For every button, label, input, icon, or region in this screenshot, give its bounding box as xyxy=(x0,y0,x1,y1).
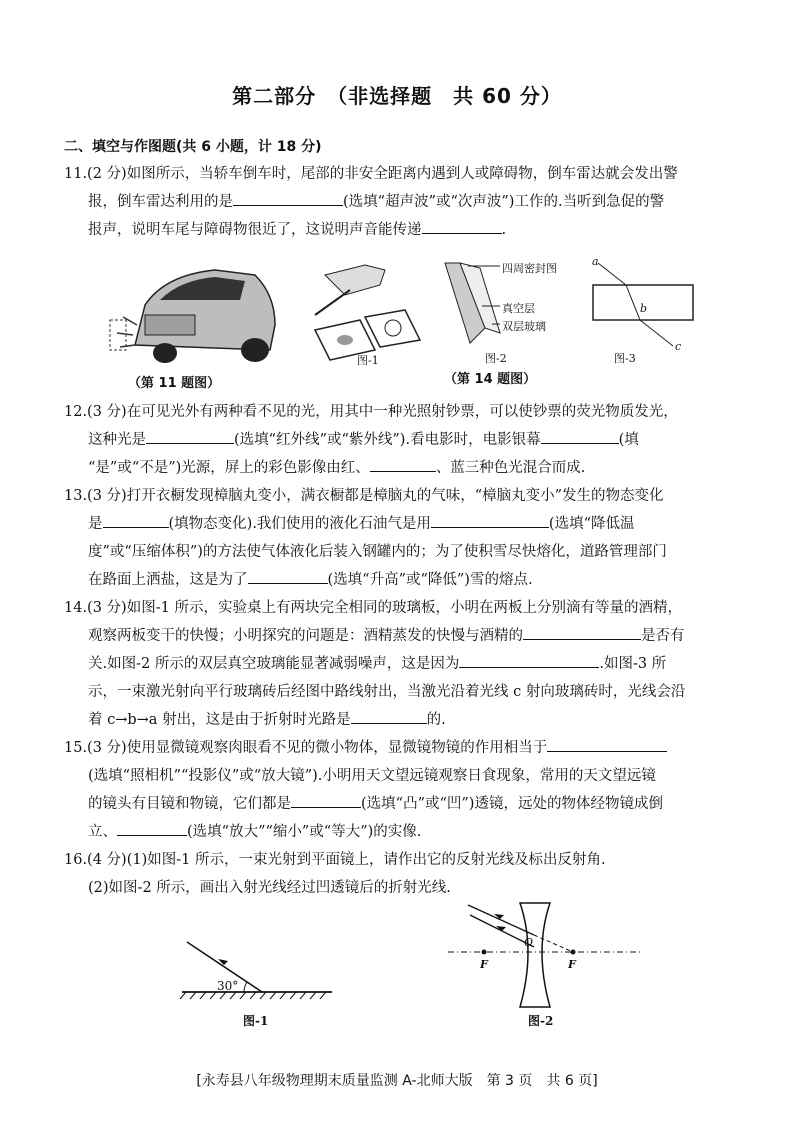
q13-line4: 在路面上洒盐，这是为了 (选填“升高”或“降低”)雪的熔点. xyxy=(64,566,744,594)
q11-blank-2[interactable] xyxy=(422,217,502,234)
q11-line1: 11.(2 分)如图所示，当轿车倒车时，尾部的非安全距离内遇到人或障碍物，倒车雷达就会发出警 xyxy=(64,166,678,182)
q11-line3: 报声，说明车尾与障碍物很近了，这说明声音能传递 . xyxy=(64,216,744,244)
q14-line4: 示，一束激光射向平行玻璃砖后经图中路线射出，当激光沿着光线 c 射向玻璃砖时，光线会沿 xyxy=(88,684,686,700)
q12-blank-1[interactable] xyxy=(146,427,234,444)
q15-line3: 的镜头有目镜和物镜，它们都是 (选填“凸”或“凹”)透镜，远处的物体经物镜成倒 xyxy=(64,790,744,818)
label-glass: 双层玻璃 xyxy=(502,320,546,333)
focus-right-label: F xyxy=(568,958,576,971)
fig16-1-caption: 图-1 xyxy=(243,1014,269,1028)
question-15 xyxy=(64,734,744,846)
q14-blank-2[interactable] xyxy=(459,651,599,668)
ray-b-label: b xyxy=(640,302,648,315)
ray-c-label: c xyxy=(675,340,682,353)
q14-blank-3[interactable] xyxy=(351,707,427,724)
question-11 xyxy=(64,160,744,244)
question-13 xyxy=(64,482,744,594)
fig14-1-glass-plates xyxy=(305,255,425,365)
page-title: 第二部分 （非选择题 共 60 分） xyxy=(232,84,562,108)
q12-line1: 12.(3 分)在可见光外有两种看不见的光，用其中一种光照射钞票，可以使钞票的荧光物质发光， xyxy=(64,404,678,420)
question-12 xyxy=(64,398,744,482)
q12-blank-2[interactable] xyxy=(541,427,619,444)
q14-blank-1[interactable] xyxy=(523,623,641,640)
q15-line2: (选填“照相机”“投影仪”或“放大镜”).小明用天文望远镜观察日食现象，常用的天文望远镜 xyxy=(88,768,656,784)
q16-line2: (2)如图-2 所示，画出入射光线经过凹透镜后的折射光线. xyxy=(88,880,451,896)
question-14 xyxy=(64,594,744,734)
angle-label: 30° xyxy=(217,979,239,993)
question-16 xyxy=(64,846,744,902)
label-vacuum: 真空层 xyxy=(502,302,535,315)
q13-blank-1[interactable] xyxy=(103,511,169,528)
ray-a-label: a xyxy=(592,255,599,268)
q14-line2: 观察两板变干的快慢；小明探究的问题是：酒精蒸发的快慢与酒精的 是否有 xyxy=(64,622,744,650)
q14-line5: 着 c→b→a 射出，这是由于折射时光路是 的. xyxy=(64,706,744,734)
fig16-2-concave-lens xyxy=(448,895,648,1015)
q13-line3: 度”或“压缩体积”)的方法使气体液化后装入钢罐内的；为了使积雪尽快熔化，道路管理部门 xyxy=(88,544,667,560)
fig16-2-caption: 图-2 xyxy=(528,1014,554,1028)
optical-center-label: O xyxy=(524,936,534,949)
focus-left-label: F xyxy=(480,958,488,971)
q15-blank-3[interactable] xyxy=(117,819,187,836)
page-footer: [永寿县八年级物理期末质量监测 A-北师大版 第 3 页 共 6 页] xyxy=(196,1073,598,1089)
fig16-1-plane-mirror xyxy=(182,930,342,1000)
fig14-1-caption: 图-1 xyxy=(357,354,379,367)
q16-line1: 16.(4 分)(1)如图-1 所示，一束光射到平面镜上，请作出它的反射光线及标出反射角. xyxy=(64,852,606,868)
q15-blank-1[interactable] xyxy=(547,735,667,752)
q12-blank-3[interactable] xyxy=(370,455,436,472)
q11-line2: 报，倒车雷达利用的是 (选填“超声波”或“次声波”)工作的.当听到急促的警 xyxy=(64,188,744,216)
fig14-2-caption: 图-2 xyxy=(485,352,507,365)
car-figure xyxy=(105,255,285,375)
q14-line1: 14.(3 分)如图-1 所示，实验桌上有两块完全相同的玻璃板，小明在两板上分别滴有等量的酒精， xyxy=(64,600,682,616)
section-heading: 二、填空与作图题(共 6 小题，计 18 分) xyxy=(64,139,322,155)
q15-line1: 15.(3 分)使用显微镜观察肉眼看不见的微小物体，显微镜物镜的作用相当于 xyxy=(64,734,744,762)
fig14-3-caption: 图-3 xyxy=(614,352,636,365)
q14-line3: 关.如图-2 所示的双层真空玻璃能显著减弱噪声，这是因为 .如图-3 所 xyxy=(64,650,744,678)
q12-line2: 这种光是 (选填“红外线”或“紫外线”).看电影时，电影银幕 (填 xyxy=(64,426,744,454)
q13-blank-2[interactable] xyxy=(431,511,549,528)
q11-blank-1[interactable] xyxy=(233,189,343,206)
q13-line1: 13.(3 分)打开衣橱发现樟脑丸变小，满衣橱都是樟脑丸的气味，“樟脑丸变小”发生的物态变化 xyxy=(64,488,664,504)
q13-blank-3[interactable] xyxy=(248,567,328,584)
q15-line4: 立、 (选填“放大”“缩小”或“等大”)的实像. xyxy=(64,818,744,846)
q15-blank-2[interactable] xyxy=(291,791,361,808)
label-seal: 四周密封图 xyxy=(502,262,557,275)
q13-line2: 是 (填物态变化).我们使用的液化石油气是用 (选填“降低温 xyxy=(64,510,744,538)
fig11-caption: （第 11 题图） xyxy=(128,376,221,391)
q12-line3: “是”或“不是”)光源，屏上的彩色影像由红、 、蓝三种色光混合而成. xyxy=(64,454,744,482)
fig14-caption: （第 14 题图） xyxy=(444,372,537,387)
